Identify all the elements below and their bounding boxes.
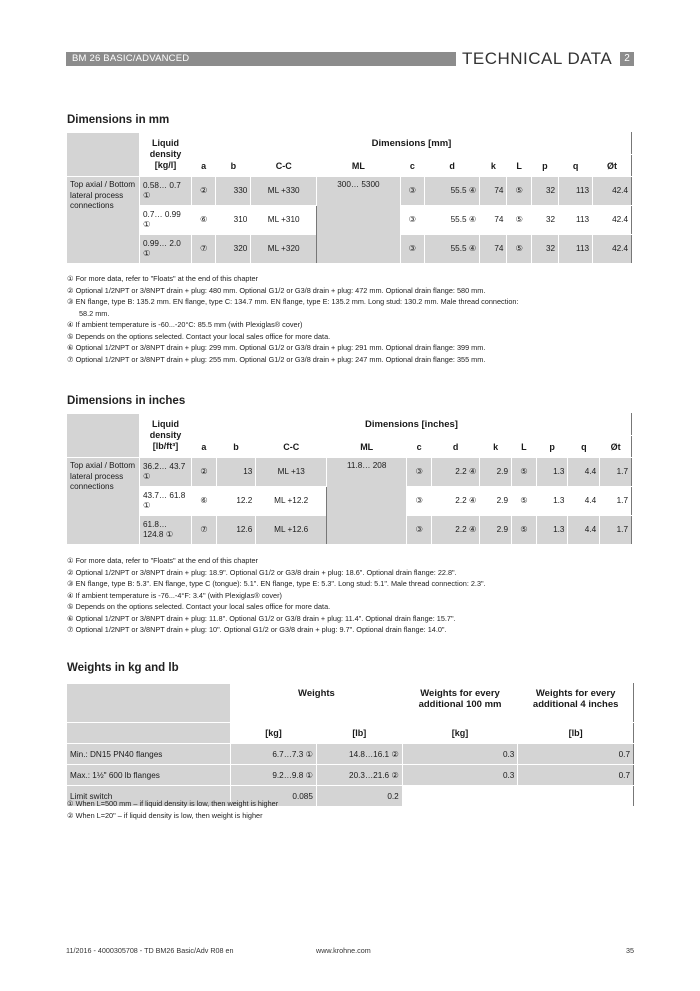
footnote: ① For more data, refer to "Floats" at the end of this chapter (67, 274, 258, 283)
cell-c: ③ (407, 458, 432, 487)
density-cell: 0.7… 0.99 ① (140, 206, 192, 235)
footnote: ③ EN flange, type B: 5.3". EN flange, type C (tongue): 5.1". EN flange, type E: 5.3". Long stud: 5.1". Male thread connection: 2.3". (67, 579, 486, 588)
cell-k: 2.9 (480, 487, 512, 516)
cell-d: 2.2 ④ (431, 516, 479, 545)
dimensions-inch-table (66, 413, 632, 545)
weight-kg-100: 0.3 (402, 744, 518, 765)
cell-c: ③ (407, 487, 432, 516)
density-cell: 36.2… 43.7 ① (140, 458, 192, 487)
weight-lb-4: 0.7 (518, 744, 634, 765)
footnote: ⑦ Optional 1/2NPT or 3/8NPT drain + plug: 255 mm. Optional G1/2 or G3/8 drain + plug: 247 mm. Optional drain flange: 355 mm. (67, 354, 486, 364)
cell-a: ⑦ (192, 516, 217, 545)
col-header: ML (327, 436, 407, 458)
cell-a: ⑦ (192, 235, 216, 264)
cell-q: 4.4 (568, 458, 600, 487)
weights-corner (67, 684, 231, 723)
page-number: 35 (626, 946, 634, 955)
footnote: ② When L=20" – if liquid density is low, then weight is higher (67, 810, 263, 820)
cell-cc: ML +330 (251, 177, 317, 206)
footnote: ⑦ Optional 1/2NPT or 3/8NPT drain + plug: 10". Optional G1/2 or G3/8 drain + plug: 9.7". Optional drain flange: 14.0". (67, 625, 447, 634)
weights-4in-header: Weights for every additional 4 inches (518, 684, 634, 723)
dims-header: Dimensions [inches] (192, 414, 632, 436)
weight-lb: 0.2 (316, 786, 402, 807)
cell-cc: ML +13 (256, 458, 327, 487)
cell-p: 1.3 (536, 458, 568, 487)
dims-header: Dimensions [mm] (192, 133, 632, 155)
weights-header: Weights (231, 684, 403, 723)
footnote: 58.2 mm. (79, 308, 110, 318)
cell-d: 55.5 ④ (425, 235, 480, 264)
col-header: q (559, 155, 593, 177)
unit-kg-2: [kg] (402, 723, 518, 744)
col-header: b (216, 436, 256, 458)
footnote: ⑤ Depends on the options selected. Contact your local sales office for more data. (67, 331, 331, 341)
weight-row-label: Max.: 1½" 600 lb flanges (67, 765, 231, 786)
cell-d: 55.5 ④ (425, 206, 480, 235)
density-cell: 61.8… 124.8 ① (140, 516, 192, 545)
document-id: 11/2016 - 4000305708 - TD BM26 Basic/Adv R08 en (66, 946, 234, 955)
mm-heading: Dimensions in mm (67, 114, 170, 126)
weight-kg: 6.7…7.3 ① (231, 744, 317, 765)
footnote: ③ EN flange, type B: 135.2 mm. EN flange, type C: 134.7 mm. EN flange, type E: 135.2 mm. Long stud: 130.2 mm. Male thread connection: (67, 297, 519, 306)
weight-row-label: Limit switch (67, 786, 231, 807)
weight-kg-100: 0.3 (402, 765, 518, 786)
footnote: ② Optional 1/2NPT or 3/8NPT drain + plug: 18.9". Optional G1/2 or G3/8 drain + plug: 18.6". Optional drain flange: 22.8". (67, 567, 457, 577)
cell-a: ② (192, 177, 216, 206)
website-url: www.krohne.com (316, 946, 371, 955)
col-header: p (536, 436, 568, 458)
col-header: L (507, 155, 531, 177)
cell-d: 55.5 ④ (425, 177, 480, 206)
footnote: ⑤ Depends on the options selected. Contact your local sales office for more data. (67, 602, 331, 611)
cell-q: 4.4 (568, 487, 600, 516)
weights-notes (67, 798, 637, 821)
col-header: q (568, 436, 600, 458)
cell-t: 1.7 (600, 487, 632, 516)
cell-L: ⑤ (507, 177, 531, 206)
weight-row-label: Min.: DN15 PN40 flanges (67, 744, 231, 765)
cell-cc: ML +12.6 (256, 516, 327, 545)
footnote: ① For more data, refer to "Floats" at the end of this chapter (67, 556, 258, 565)
row-label: Top axial / Bottom lateral process connections (67, 177, 140, 264)
weights-100mm-header: Weights for every additional 100 mm (402, 684, 518, 723)
mm-notes (67, 273, 637, 365)
col-header: c (400, 155, 424, 177)
cell-q: 4.4 (568, 516, 600, 545)
cell-q: 113 (559, 235, 593, 264)
dimensions-mm-table (66, 132, 632, 264)
cell-ml: 11.8… 208 (327, 458, 407, 545)
density-header: Liquid density [kg/l] (140, 133, 192, 177)
cell-c: ③ (407, 516, 432, 545)
corner-cell (67, 414, 140, 458)
cell-cc: ML +320 (251, 235, 317, 264)
col-header: L (512, 436, 537, 458)
cell-k: 74 (480, 235, 507, 264)
cell-p: 32 (531, 177, 558, 206)
col-header: ML (317, 155, 401, 177)
cell-b: 12.6 (216, 516, 256, 545)
cell-b: 13 (216, 458, 256, 487)
weight-lb-4: 0.7 (518, 765, 634, 786)
weight-lb: 14.8…16.1 ② (316, 744, 402, 765)
cell-c: ③ (400, 235, 424, 264)
cell-d: 2.2 ④ (431, 487, 479, 516)
cell-p: 1.3 (536, 516, 568, 545)
in-heading: Dimensions in inches (67, 395, 186, 407)
cell-t: 1.7 (600, 458, 632, 487)
footnote: ⑥ Optional 1/2NPT or 3/8NPT drain + plug: 11.8". Optional G1/2 or G3/8 drain + plug: 11.4". Optional drain flange: 15.7". (67, 613, 456, 623)
cell-t: 1.7 (600, 516, 632, 545)
cell-k: 74 (480, 177, 507, 206)
cell-t: 42.4 (593, 177, 632, 206)
cell-k: 2.9 (480, 516, 512, 545)
cell-L: ⑤ (512, 487, 537, 516)
density-cell: 0.99… 2.0 ① (140, 235, 192, 264)
col-header: a (192, 155, 216, 177)
unit-lb: [lb] (316, 723, 402, 744)
cell-b: 12.2 (216, 487, 256, 516)
cell-k: 2.9 (480, 458, 512, 487)
footnote: ⑥ Optional 1/2NPT or 3/8NPT drain + plug: 299 mm. Optional G1/2 or G3/8 drain + plug: 291 mm. Optional drain flange: 399 mm. (67, 343, 486, 352)
cell-b: 310 (216, 206, 251, 235)
col-header: p (531, 155, 558, 177)
weight-kg: 9.2…9.8 ① (231, 765, 317, 786)
density-cell: 43.7… 61.8 ① (140, 487, 192, 516)
weights-heading: Weights in kg and lb (67, 662, 179, 674)
unit-kg: [kg] (231, 723, 317, 744)
col-header: a (192, 436, 217, 458)
cell-p: 1.3 (536, 487, 568, 516)
cell-L: ⑤ (512, 516, 537, 545)
cell-p: 32 (531, 235, 558, 264)
weights-table (66, 683, 634, 807)
cell-L: ⑤ (507, 206, 531, 235)
cell-a: ⑥ (192, 487, 217, 516)
page-header (66, 49, 634, 68)
cell-c: ③ (400, 177, 424, 206)
cell-L: ⑤ (512, 458, 537, 487)
cell-b: 330 (216, 177, 251, 206)
col-header: d (431, 436, 479, 458)
density-header: Liquid density [lb/ft³] (140, 414, 192, 458)
footnote: ④ If ambient temperature is -76...-4°F: 3.4" (with Plexiglas® cover) (67, 590, 282, 600)
cell-q: 113 (559, 177, 593, 206)
cell-a: ⑥ (192, 206, 216, 235)
cell-d: 2.2 ④ (431, 458, 479, 487)
unit-lb-2: [lb] (518, 723, 634, 744)
cell-cc: ML +310 (251, 206, 317, 235)
col-header: C-C (256, 436, 327, 458)
cell-q: 113 (559, 206, 593, 235)
cell-ml: 300… 5300 (317, 177, 401, 264)
cell-t: 42.4 (593, 235, 632, 264)
footnote: ② Optional 1/2NPT or 3/8NPT drain + plug: 480 mm. Optional G1/2 or G3/8 drain + plug: 472 mm. Optional drain flange: 580 mm. (67, 285, 486, 295)
cell-b: 320 (216, 235, 251, 264)
product-name: BM 26 BASIC/ADVANCED (66, 52, 456, 66)
footnote: ④ If ambient temperature is -60...-20°C: 85.5 mm (with Plexiglas® cover) (67, 320, 303, 329)
col-header: k (480, 155, 507, 177)
col-header: k (480, 436, 512, 458)
row-label: Top axial / Bottom lateral process connections (67, 458, 140, 545)
section-title: TECHNICAL DATA (462, 49, 613, 68)
col-header: Øt (593, 155, 632, 177)
chapter-number: 2 (620, 52, 634, 66)
cell-t: 42.4 (593, 206, 632, 235)
col-header: Øt (600, 436, 632, 458)
cell-a: ② (192, 458, 217, 487)
col-header: c (407, 436, 432, 458)
col-header: d (425, 155, 480, 177)
cell-k: 74 (480, 206, 507, 235)
col-header: C-C (251, 155, 317, 177)
weight-kg: 0.085 (231, 786, 317, 807)
col-header: b (216, 155, 251, 177)
corner-cell (67, 133, 140, 177)
footnote: ① When L=500 mm – if liquid density is low, then weight is higher (67, 799, 279, 808)
cell-p: 32 (531, 206, 558, 235)
cell-cc: ML +12.2 (256, 487, 327, 516)
density-cell: 0.58… 0.7 ① (140, 177, 192, 206)
cell-L: ⑤ (507, 235, 531, 264)
weight-lb: 20.3…21.6 ② (316, 765, 402, 786)
cell-c: ③ (400, 206, 424, 235)
inch-notes (67, 555, 637, 636)
